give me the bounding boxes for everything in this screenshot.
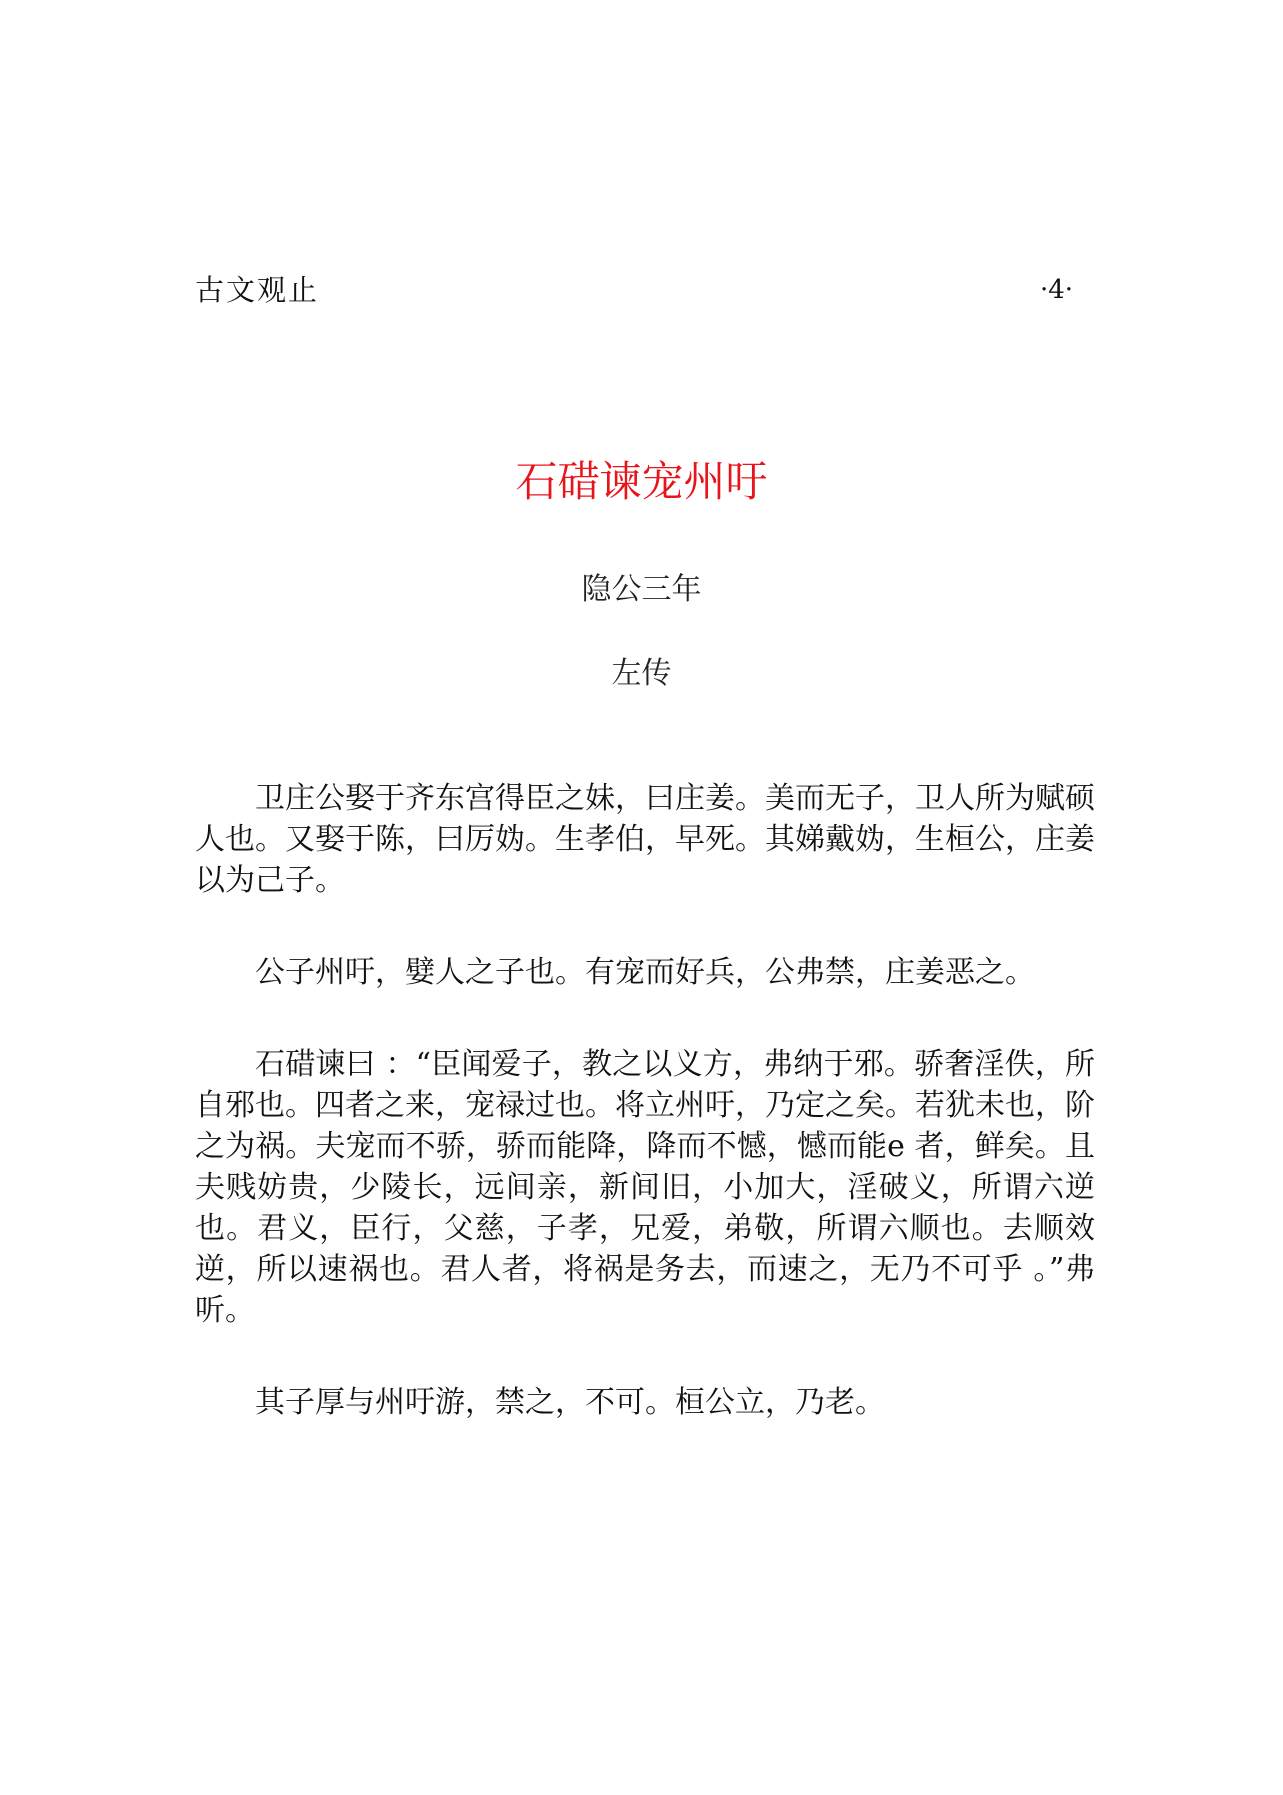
running-header-book-title: 古文观止 xyxy=(195,273,320,307)
article-era: 隐公三年 xyxy=(581,572,702,607)
paragraph-1: 卫庄公娶于齐东宫得臣之妹，曰庄姜。美而无子，卫人所为赋硕人也。又娶于陈，曰厉妫。生孝伯，早死。其娣戴妫，生桓公，庄姜以为己子。 xyxy=(195,781,1095,898)
article-source: 左传 xyxy=(611,656,672,691)
article-title: 石碏谏宠州吁 xyxy=(515,457,768,506)
page-number: ·4· xyxy=(1040,275,1074,305)
article-body xyxy=(195,778,1095,1474)
paragraph-3: 石碏谏曰 ：“臣闻爱子，教之以义方，弗纳于邪。骄奢淫佚，所自邪也。四者之来，宠禄过也。将立州吁，乃定之矣。若犹未也，阶之为祸。夫宠而不骄，骄而能降，降而不憾，憾而能e 者，鲜矣。且夫贱妨贵，少陵长，远间亲，新间旧，小加大，淫破义，所谓六逆也。君义，臣行，父慈，子孝，兄爱，弟敬，所谓六顺也。去顺效逆，所以速祸也。君人者，将祸是务去，而速之，无乃不可乎 。”弗听。 xyxy=(195,1047,1095,1328)
paragraph-2: 公子州吁，嬖人之子也。有宠而好兵，公弗禁，庄姜恶之。 xyxy=(255,955,1035,990)
paragraph-4: 其子厚与州吁游，禁之，不可。桓公立，乃老。 xyxy=(255,1385,885,1420)
